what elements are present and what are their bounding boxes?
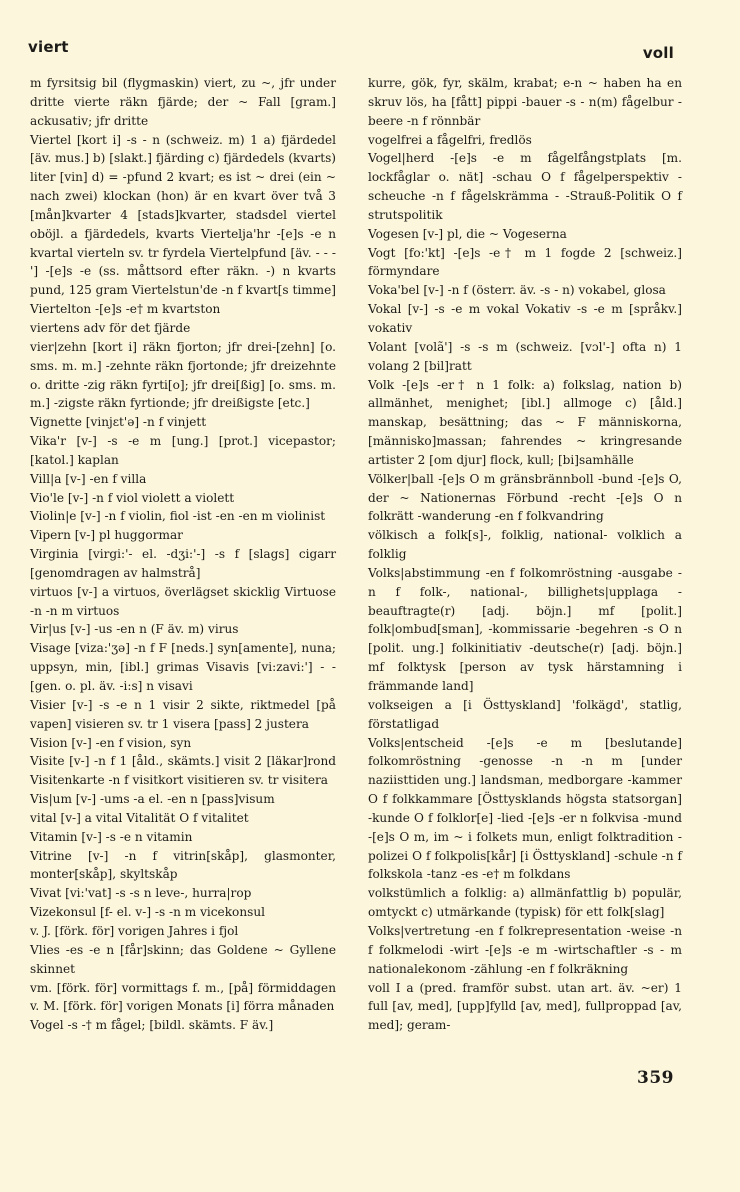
dictionary-entry: vital [v-] a vital Vitalität O f vitalitet — [30, 810, 249, 825]
dictionary-entry: Violin|e [v-] -n f violin, fiol -ist -en -en m violinist — [30, 509, 326, 524]
dictionary-entry: volkstümlich a folklig: a) allmänfattlig b) populär, omtyckt c) utmärkande (typisk) för ett folk[slag] — [368, 886, 682, 920]
dictionary-entry: virtuos [v-] a virtuos, överlägset skicklig Virtuose -n -n m virtuos — [30, 584, 336, 618]
dictionary-entry: viertens adv för det fjärde — [30, 320, 191, 335]
dictionary-entry: Völker|ball -[e]s O m gränsbrännboll -bund -[e]s O, der ~ Nationernas Förbund -recht -[e]s O n folkrätt -wanderung -en f folkvandring — [368, 471, 682, 524]
dictionary-entry: Volks|abstimmung -en f folkomröstning -ausgabe -n f folk-, national-, billighets|upplaga -beauftragte(r) [adj. böjn.] mf [polit.] folk|ombud[sman], -kommissarie -begehren -s O n [polit. ung.] folkinitiativ -deutsche(r) [adj. böjn.] mf folktysk [person av tysk härstamning i främmande land] — [368, 565, 682, 693]
dictionary-entry: Vipern [v-] pl huggormar — [30, 528, 183, 543]
dictionary-entry: Vitamin [v-] -s -e n vitamin — [30, 829, 193, 844]
left-guide-word: viert — [28, 38, 69, 56]
dictionary-entry: kurre, gök, fyr, skälm, krabat; e-n ~ haben ha en skruv lös, ha [fått] pippi -bauer -s - n(m) fågelbur -beere -n f rönnbär — [368, 76, 682, 128]
dictionary-entry: volkseigen a [i Östtyskland] 'folkägd', statlig, förstatligad — [368, 697, 682, 731]
right-guide-word: voll — [642, 44, 674, 62]
dictionary-entry: Visite [v-] -n f 1 [åld., skämts.] visit 2 [läkar]rond Visitenkarte -n f visitkort visitieren sv. tr visitera — [30, 754, 336, 788]
dictionary-entry: völkisch a folk[s]-, folklig, national- volklich a folklig — [368, 528, 682, 562]
dictionary-entry: Vio'le [v-] -n f viol violett a violett — [30, 490, 235, 505]
dictionary-entry: Vokal [v-] -s -e m vokal Vokativ -s -e m [språkv.] vokativ — [368, 302, 682, 335]
dictionary-entry: Vir|us [v-] -us -en n (F äv. m) virus — [30, 622, 239, 637]
dictionary-entry: Vogel|herd -[e]s -e m fågelfångstplats [m. lockfåglar o. nät] -schau O f fågelperspektiv -scheuche -n f fågelskrämma - -Strauß-Politik O f strutspolitik — [368, 151, 682, 222]
dictionary-entry: Vogesen [v-] pl, die ~ Vogeserna — [368, 226, 567, 241]
dictionary-entry: voll I a (pred. framför subst. utan art. äv. ~er) 1 full [av, med], [upp]fylld [av, med], fullproppad [av, med]; geram- — [368, 980, 682, 1033]
dictionary-entry: Vogel -s -† m fågel; [bildl. skämts. F äv.] — [30, 1018, 274, 1033]
dictionary-entry: Voka'bel [v-] -n f (österr. äv. -s - n) vokabel, glosa — [368, 283, 666, 298]
dictionary-entry: Vitrine [v-] -n f vitrin[skåp], glasmonter, monter[skåp], skyltskåp — [30, 848, 336, 882]
dictionary-entry: Viertel [kort i] -s - n (schweiz. m) 1 a) fjärdedel [äv. mus.] b) [slakt.] fjärding c) fjärdedels (kvarts) liter [vin] d) = -pfund 2 kvart; es ist ~ drei (ein ~ nach zwei) klockan (hon) är en kvart över två 3 [mån]kvarter 4 [stads]kvarter, stadsdel viertel oböjl. a fjärdedels, kvarts Viertelja'hr -[e]s -e n kvartal vierteln sv. tr fyrdela Viertelpfund [äv. - - -'] -[e]s -e (ss. måttsord efter räkn. -) n kvarts pund, 125 gram Viertelstun'de -n f kvart[s timme] Viertelton -[e]s -e† m kvartston — [30, 132, 337, 317]
page-number: 359 — [637, 1068, 674, 1088]
dictionary-entry: Volks|entscheid -[e]s -e m [beslutande] folkomröstning -genosse -n -n m [under naziisttiden ung.] landsman, medborgare -kammer O f folkkammare [Östtysklands högsta statsorgan] -kunde O f folklor[e] -lied -[e]s -er n folkvisa -mund -[e]s O m, im ~ i folkets mun, enligt folktradition -polizei O f folkpolis[kår] [i Östtyskland] -schule -n f folkskola -tanz -es -e† m folkdans — [368, 735, 682, 882]
dictionary-entry: Visier [v-] -s -e n 1 visir 2 sikte, riktmedel [på vapen] visieren sv. tr 1 visera [pass] 2 justera — [30, 697, 336, 731]
right-column — [368, 74, 682, 1035]
dictionary-entry: Virginia [virgi:'- el. -dʒi:'-] -s f [slags] cigarr [genomdragen av halmstrå] — [30, 547, 336, 580]
dictionary-entry: Volk -[e]s -er† n 1 folk: a) folkslag, nation b) allmänhet, menighet; [ibl.] allmoge c) [åld.] manskap, besättning; das ~ F människorna, [människo]massan; fahrendes ~ kringresande artister 2 [om djur] flock, kull; [bi]samhälle — [368, 377, 682, 467]
dictionary-entry: v. J. [förk. för] vorigen Jahres i fjol — [30, 923, 239, 938]
dictionary-entry: Vlies -es -e n [får]skinn; das Goldene ~ Gyllene skinnet — [30, 942, 336, 976]
dictionary-entry: Volant [volã'] -s -s m (schweiz. [vɔl'-] ofta n) 1 volang 2 [bil]ratt — [368, 339, 682, 373]
dictionary-entry: Volks|vertretung -en f folkrepresentation -weise -n f folkmelodi -wirt -[e]s -e m -wirtschaftler -s - m nationalekonom -zählung -en f folkräkning — [368, 923, 682, 976]
dictionary-entry: vogelfrei a fågelfri, fredlös — [368, 132, 532, 147]
dictionary-entry: vier|zehn [kort i] räkn fjorton; jfr drei-[zehn] [o. sms. m. m.] -zehnte räkn fjortonde; jfr dreizehnte o. dritte -zig räkn fyrti[o]; jfr drei[ßig] [o. sms. m. m.] -zigste räkn fyrtionde; jfr dreißigste [etc.] — [30, 339, 336, 411]
dictionary-entry: Vika'r [v-] -s -e m [ung.] [prot.] vicepastor; [katol.] kaplan — [30, 434, 336, 467]
dictionary-entry: Visage [viza:'ʒə] -n f F [neds.] syn[amente], nuna; uppsyn, min, [ibl.] grimas Visavis [vi:zavi:'] - - [gen. o. pl. äv. -i:s] n visavi — [30, 641, 336, 693]
dictionary-entry: Vivat [vi:'vat] -s -s n leve-, hurra|rop — [30, 886, 252, 901]
dictionary-entry: Vignette [vinjɛt'ə] -n f vinjett — [30, 415, 207, 430]
dictionary-entry: Vogt [fo:'kt] -[e]s -e† m 1 fogde 2 [schweiz.] förmyndare — [368, 245, 682, 279]
dictionary-entry: vm. [förk. för] vormittags f. m., [på] förmiddagen v. M. [förk. för] vorigen Monats [i] förra månaden — [30, 980, 336, 1014]
dictionary-entry: m fyrsitsig bil (flygmaskin) viert, zu ~, jfr under dritte vierte räkn fjärde; der ~ Fall [gram.] ackusativ; jfr dritte — [30, 76, 336, 128]
dictionary-entry: Vill|a [v-] -en f villa — [30, 471, 147, 486]
dictionary-entry: Vizekonsul [f- el. v-] -s -n m vicekonsul — [30, 905, 265, 920]
dictionary-entry: Vision [v-] -en f vision, syn — [30, 735, 192, 750]
left-column — [30, 74, 336, 1035]
dictionary-entry: Vis|um [v-] -ums -a el. -en n [pass]visum — [30, 792, 275, 807]
